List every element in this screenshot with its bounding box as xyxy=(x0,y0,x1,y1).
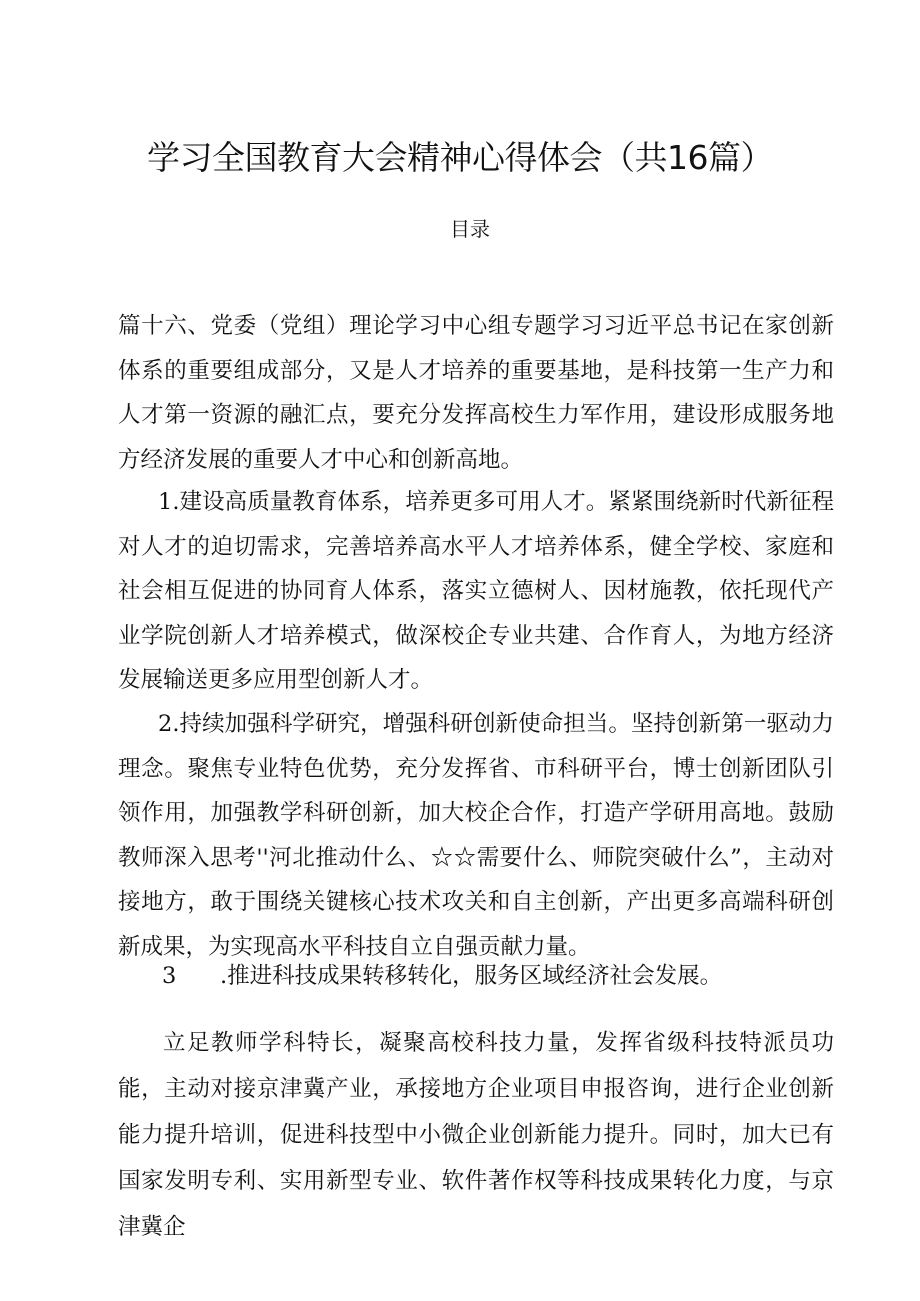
item-3-number: 3 xyxy=(162,963,177,989)
paragraph-intro: 篇十六、党委（党组）理论学习中心组专题学习习近平总书记在家创新体系的重要组成部分，又是人才培养的重要基地，是科技第一生产力和人才第一资源的融汇点，要充分发挥高校生力军作用，建设形成服务地方经济发展的重要人才中心和创新高地。 xyxy=(118,313,834,473)
paragraph-item-3-body: 立足教师学科特长，凝聚高校科技力量，发挥省级科技特派员功能，主动对接京津冀产业，承接地方企业项目申报咨询，进行企业创新能力提升培训，促进科技型中小微企业创新能力提升。同时，加大已有国家发明专利、实用新型专业、软件著作权等科技成果转化力度，与京津冀企 xyxy=(118,1030,834,1240)
item-3-text: .推进科技成果转移转化，服务区域经济社会发展。 xyxy=(220,963,723,989)
document-title: 学习全国教育大会精神心得体会（共16篇） xyxy=(147,138,773,177)
toc-heading: 目录 xyxy=(450,217,490,241)
paragraph-item-1: 1.建设高质量教育体系，培养更多可用人才。紧紧围绕新时代新征程对人才的迫切需求，完善培养高水平人才培养体系，健全学校、家庭和社会相互促进的协同育人体系，落实立德树人、因材施教，依托现代产业学院创新人才培养模式，做深校企专业共建、合作育人，为地方经济发展输送更多应用型创新人才。 xyxy=(118,489,834,693)
paragraph-item-2: 2.持续加强科学研究，增强科研创新使命担当。坚持创新第一驱动力理念。聚焦专业特色优势，充分发挥省、市科研平台，博士创新团队引领作用，加强教学科研创新，加大校企合作，打造产学研用高地。鼓励教师深入思考''河北推动什么、☆☆需要什么、师院突破什么”，主动对接地方，敢于围绕关键核心技术攻关和自主创新，产出更多高端科研创新成果，为实现高水平科技自立自强贡献力量。 xyxy=(118,711,834,960)
paragraph-item-3 xyxy=(118,954,834,999)
